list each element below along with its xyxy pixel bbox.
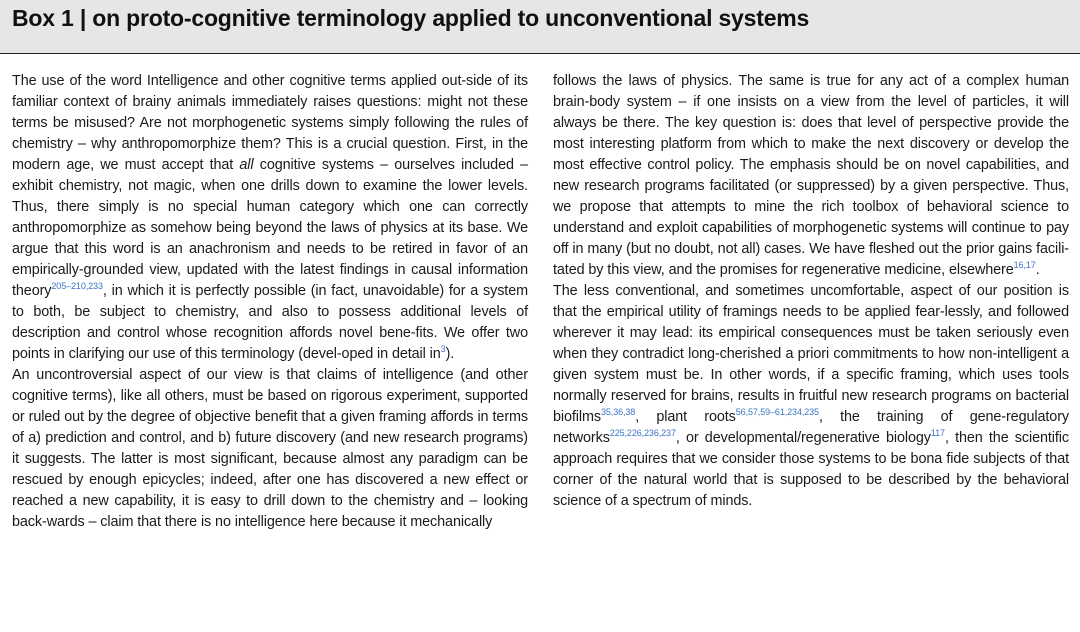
text-segment: ). xyxy=(445,346,455,362)
left-paragraph-1 xyxy=(12,71,528,365)
citation-link[interactable]: 117 xyxy=(930,428,945,439)
citation-link[interactable]: 225,226,236,237 xyxy=(609,428,676,439)
left-paragraph-2: An uncontroversial aspect of our view is that claims of intelligence (and other cognitive terms), like all others, must be based on rigorous experiment, supported or ruled out by the degree of objective benefit that a given framing affords in terms of a) prediction and control, and b) future discovery (and new research programs) it suggests. The latter is most significant, because almost any paradigm can be rescued by enough epicycles; indeed, after one has discovered a new effect or reached a new capability, it is easy to drill down to the chemistry and – looking back-wards – claim that there is no intelligence here because it mechanically xyxy=(12,367,528,530)
box-header xyxy=(0,0,1080,53)
citation-link[interactable]: 16,17 xyxy=(1013,260,1036,271)
text-segment: The use of the word Intelligence and other cognitive terms applied out-side of its familiar context of brainy animals immediately raises questions: might not these terms be misused? Are not morphogenetic systems simply following the rules of chemistry – why anthropomorphize them? This is a crucial question. First, in the modern age, we must accept that xyxy=(12,73,528,173)
citation-link[interactable]: 56,57,59–61,234,235 xyxy=(735,407,819,418)
citation-link[interactable]: 3 xyxy=(440,344,446,355)
header-rule xyxy=(0,53,1080,54)
emphasis-all: all xyxy=(239,157,254,173)
text-segment: , then the scientific approach requires that we consider those systems to be bona fide subjects of that corner of the natural world that is supposed to be described by the behavioral science of a spectrum of minds. xyxy=(553,430,1069,509)
left-column xyxy=(12,71,528,533)
text-segment: cognitive systems – ourselves included – exhibit chemistry, not magic, when one drills down to examine the lower levels. Thus, there simply is no special human category which one can correctly anthropomorphize as somehow being beyond the laws of physics at its base. We argue that this word is an anachronism and needs to be retired in favor of an empirically-grounded view, updated with the latest findings in causal information theory xyxy=(12,157,528,299)
citation-link[interactable]: 205–210,233 xyxy=(51,281,103,292)
text-segment: , the training of gene-regulatory networks xyxy=(553,409,1069,446)
right-paragraph-1 xyxy=(553,71,1069,281)
text-segment: , in which it is perfectly possible (in fact, unavoidable) for a system to both, be subject to chemistry, and also to possess additional levels of description and control whose recognition affords novel bene-fits. We offer two points in clarifying our use of this terminology (devel-oped in detail in xyxy=(12,283,528,362)
citation-link[interactable]: 35,36,38 xyxy=(600,407,636,418)
box-title: Box 1 | on proto-cognitive terminology applied to unconventional systems xyxy=(12,5,810,31)
text-segment: , or developmental/regenerative biology xyxy=(675,430,931,446)
right-paragraph-2 xyxy=(553,281,1069,512)
text-segment: , plant roots xyxy=(635,409,736,425)
right-column xyxy=(553,71,1069,512)
text-segment: The less conventional, and sometimes uncomfortable, aspect of our position is that the empirical utility of framings needs to be applied fear-lessly, and followed wherever it may lead: its empirical consequences must be taken seriously even when they contradict long-cherished a priori commitments to how non-intelligent a given system must be. In other words, if a specific framing, which uses tools normally reserved for brains, results in fruitful new research programs on bacterial biofilms xyxy=(553,283,1069,425)
text-segment: follows the laws of physics. The same is true for any act of a complex human brain-body system – if one insists on a view from the level of particles, it will always be there. The key question is: does that level of perspective provide the most interesting platform from which to make the next discovery or develop the most effective control policy. The emphasis should be on novel capabilities, and new research programs facilitated (or suppressed) by a given perspective. Thus, we propose that attempts to mine the rich toolbox of behavioral science to understand and exploit capabilities of morphogenetic systems will continue to pay off in many (but no doubt, not all) cases. We have fleshed out the prior gains facili-tated by this view, and the promises for regenerative medicine, elsewhere xyxy=(553,73,1069,278)
text-segment: . xyxy=(1035,262,1040,278)
